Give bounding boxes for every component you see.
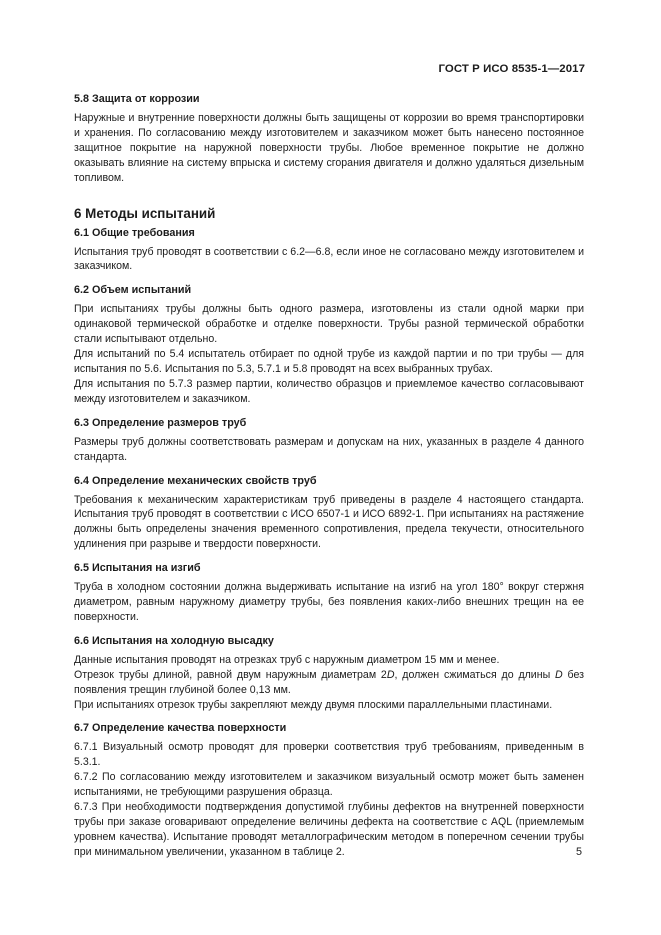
section-6-2-paragraph-1: При испытаниях трубы должны быть одного размера, изготовлены из стали одной марки при одинаковой термической обработке и отделке поверхности. Трубы разной термической обработки стали испытывают отдельно. [74, 303, 584, 346]
text-run: без появления трещин глубиной более 0,13 мм. [74, 668, 584, 696]
section-6-5-paragraph: Труба в холодном состоянии должна выдерживать испытание на изгиб на угол 180° вокруг стержня диаметром, равным наружному диаметру трубы, без появления каких-либо внешних трещин на ее поверхности. [74, 581, 584, 623]
section-6-5-title: 6.5 Испытания на изгиб [74, 562, 201, 575]
section-6-2-title: 6.2 Объем испытаний [74, 284, 192, 297]
section-6-7-2-paragraph: 6.7.2 По согласованию между изготовителем и заказчиком визуальный осмотр может быть заменен испытаниями, не требующими разрушения образца. [74, 771, 584, 799]
section-6-3-paragraph: Размеры труб должны соответствовать размерам и допускам на них, указанных в разделе 4 данного стандарта. [74, 435, 584, 463]
section-6-6-title: 6.6 Испытания на холодную высадку [74, 634, 274, 647]
standard-header: ГОСТ Р ИСО 8535-1—2017 [438, 63, 585, 75]
page-number: 5 [575, 846, 582, 858]
section-6-6-paragraph-1: Данные испытания проводят на отрезках труб с наружным диаметром 15 мм и менее. [74, 653, 500, 666]
document-body [74, 87, 584, 860]
section-6-6-paragraph-2 [74, 668, 584, 698]
section-6-4-paragraph: Требования к механическим характеристикам труб приведены в разделе 4 настоящего стандарта. Испытания труб проводят в соответствии с ИСО 6507-1 и ИСО 6892-1. При испытаниях на растяжение должны быть определены значения временного сопротивления, предела текучести, относительного удлинения при разрыве и твердости поверхности. [74, 493, 584, 551]
section-6-1-title: 6.1 Общие требования [74, 226, 195, 239]
variable-d: D [386, 668, 395, 681]
section-6-1-paragraph: Испытания труб проводят в соответствии с 6.2—6.8, если иное не согласовано между изготовителем и заказчиком. [74, 245, 584, 273]
section-5-8-title: 5.8 Защита от коррозии [74, 93, 200, 105]
section-6-7-1-paragraph: 6.7.1 Визуальный осмотр проводят для проверки соответствия труб требованиям, приведенным в 5.3.1. [74, 741, 584, 769]
variable-d: D [555, 668, 563, 681]
text-run: Отрезок трубы длиной, равной двум наружным диаметрам 2 [74, 668, 387, 681]
section-6-3-title: 6.3 Определение размеров труб [74, 416, 247, 429]
section-5-8-paragraph: Наружные и внутренние поверхности должны быть защищены от коррозии во время транспортировки и хранения. По согласованию между изготовителем и заказчиком может быть нанесено постоянное защитное покрытие на наружной поверхности трубы. Любое временное покрытие не должно оказывать влияние на систему впрыска и систему сгорания двигателя и должно удаляться дизельным топливом. [74, 112, 584, 184]
chapter-6-title: 6 Методы испытаний [74, 205, 216, 221]
section-6-2-paragraph-3: Для испытания по 5.7.3 размер партии, количество образцов и приемлемое качество согласовывают между изготовителем и заказчиком. [74, 377, 584, 405]
section-6-4-title: 6.4 Определение механических свойств труб [74, 474, 317, 487]
section-6-6-paragraph-3: При испытаниях отрезок трубы закрепляют между двумя плоскими параллельными пластинами. [74, 698, 553, 711]
section-6-7-3-paragraph: 6.7.3 При необходимости подтверждения допустимой глубины дефектов на внутренней поверхности трубы при заказе оговаривают определение величины дефекта на соответствие с AQL (приемлемым уровнем качества). Испытание проводят металлографическим методом в поперечном сечении трубы при минимальном увеличении, указанном в таблице 2. [74, 801, 584, 858]
section-6-2-paragraph-2: Для испытаний по 5.4 испытатель отбирает по одной трубе из каждой партии и по три трубы — для испытания по 5.6. Испытания по 5.3, 5.7.1 и 5.8 проводят на всех выбранных трубах. [74, 348, 584, 375]
section-6-7-title: 6.7 Определение качества поверхности [74, 722, 287, 735]
text-run: , должен сжиматься до длины [394, 668, 556, 681]
